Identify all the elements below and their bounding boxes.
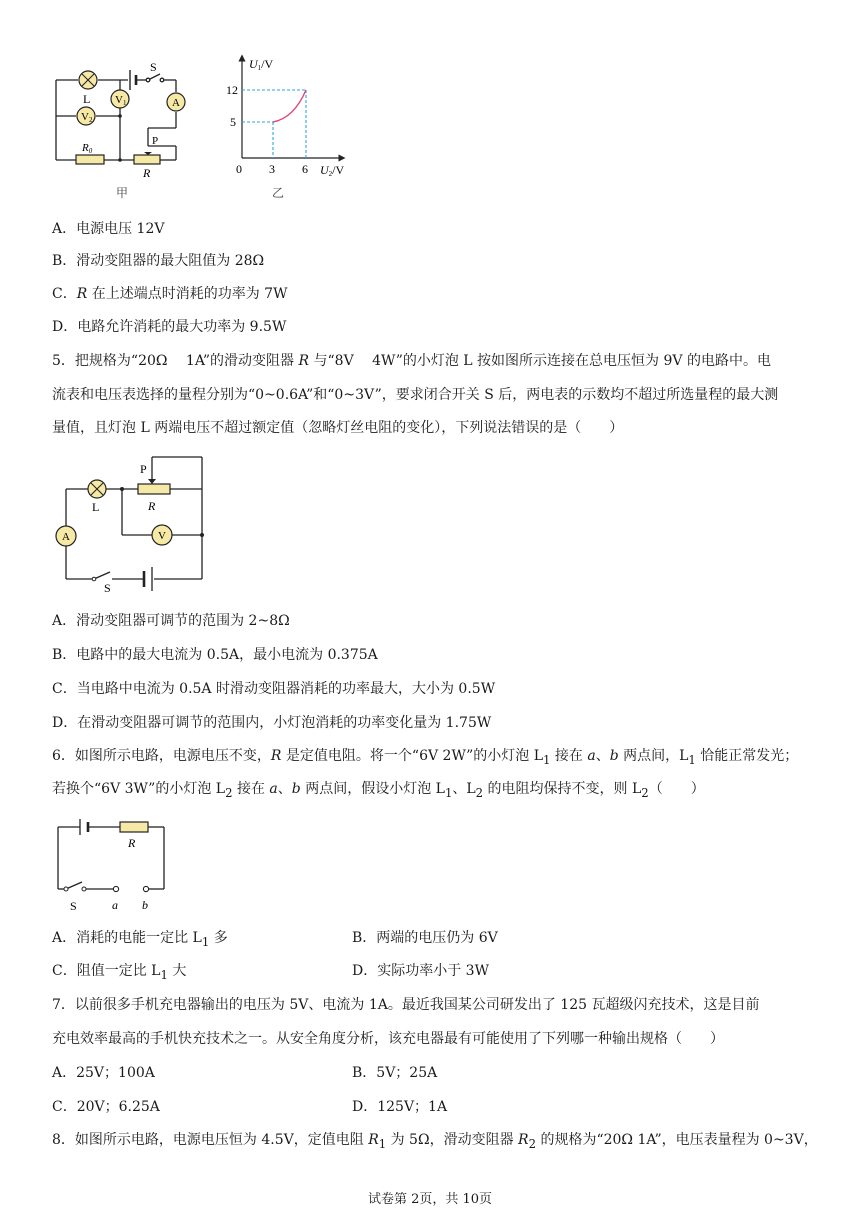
caption-jia: 甲	[116, 186, 129, 200]
curve	[273, 90, 306, 122]
q8-stem-line1: 8．如图所示电路，电源电压恒为 4.5V，定值电阻 $R_1$ 为 5Ω，滑动变阻器 $R_2$ 的规格为“20Ω 1A”，电压表量程为 0~3V，	[52, 1132, 818, 1151]
label-s: S	[150, 60, 157, 74]
x-tick-0: 0	[236, 162, 242, 176]
rheostat-r-icon	[134, 155, 160, 164]
q6-stem-line1: 6．如图所示电路，电源电压不变，R 是定值电阻。将一个“6V 2W”的小灯泡 $L_1$ 接在 a、b 两点间，$L_1$ 恰能正常发光；	[52, 748, 799, 767]
q5-stem-line3: 量值，且灯泡 L 两端电压不超过额定值（忽略灯丝电阻的变化），下列说法错误的是（ ）	[52, 420, 624, 436]
resistor-r0-icon	[76, 155, 104, 164]
q4-option-a: A．电源电压 12V	[52, 221, 165, 237]
label-l: L	[83, 92, 91, 106]
q6-option-a: A．消耗的电能一定比 $L_1$ 多	[52, 930, 228, 949]
y-tick-12: 12	[226, 83, 238, 97]
q5-option-c: C．当电路中电流为 0.5A 时滑动变阻器消耗的功率最大，大小为 0.5W	[52, 681, 496, 697]
terminal-a-icon	[113, 886, 118, 891]
label-a: A	[62, 531, 70, 543]
label-v1: V1	[115, 94, 127, 107]
label-r: R	[128, 836, 136, 850]
q4-option-b: B．滑动变阻器的最大阻值为 28Ω	[52, 253, 265, 269]
label-s: S	[104, 581, 111, 595]
q7-stem-line2: 充电效率最高的手机快充技术之一。从安全角度分析，该充电器最有可能使用了下列哪一种输出规格（ ）	[52, 1031, 724, 1047]
circuit-diagram-q5	[52, 455, 212, 595]
label-r: R	[148, 499, 156, 513]
q5-option-a: A．滑动变阻器可调节的范围为 2~8Ω	[52, 613, 290, 629]
circuit-diagram-jia	[52, 58, 202, 203]
q5-option-b: B．电路中的最大电流为 0.5A，最小电流为 0.375A	[52, 647, 378, 663]
label-a: a	[112, 898, 118, 912]
page-footer: 试卷第 2页，共 10页	[367, 1192, 493, 1207]
y-tick-5: 5	[230, 115, 236, 129]
q5-stem-line1: 5．把规格为“20Ω 1A”的滑动变阻器 R 与“8V 4W”的小灯泡 L 按如图所示连接在总电压恒为 9V 的电路中。电	[52, 353, 771, 369]
label-v2: V2	[81, 111, 93, 124]
label-r: R	[143, 166, 151, 180]
rheostat-r-icon	[138, 484, 170, 494]
q6-option-b: B．两端的电压仍为 6V	[352, 930, 498, 946]
label-p: P	[152, 135, 159, 147]
label-s: S	[70, 899, 77, 913]
q4-option-d: D．电路允许消耗的最大功率为 9.5W	[52, 319, 287, 335]
x-axis-label: U2/V	[320, 163, 345, 178]
q6-option-c: C．阻值一定比 $L_1$ 大	[52, 963, 187, 982]
y-axis-label: U1/V	[249, 57, 274, 72]
q7-option-c: C．20V；6.25A	[52, 1099, 160, 1115]
q5-option-d: D．在滑动变阻器可调节的范围内，小灯泡消耗的功率变化量为 1.75W	[52, 715, 492, 731]
circuit-diagram-q6	[52, 815, 182, 915]
q4-option-c: C．R 在上述端点时消耗的功率为 7W	[52, 286, 288, 302]
graph-yi	[224, 52, 364, 202]
x-tick-6: 6	[302, 162, 308, 176]
q7-option-b: B．5V；25A	[352, 1065, 438, 1081]
q7-option-a: A．25V；100A	[52, 1065, 155, 1081]
label-l: L	[92, 500, 100, 514]
q6-option-d: D．实际功率小于 3W	[352, 963, 489, 979]
label-b: b	[142, 898, 148, 912]
q5-stem-line2: 流表和电压表选择的量程分别为“0~0.6A”和“0~3V”，要求闭合开关 S 后，两电表的示数均不超过所选量程的最大测	[52, 387, 779, 403]
caption-yi: 乙	[272, 186, 285, 200]
q6-stem-line2: 若换个“6V 3W”的小灯泡 $L_2$ 接在 a、b 两点间，假设小灯泡 $L_1$、$L_2$ 的电阻均保持不变，则 $L_2$（ ）	[52, 781, 705, 800]
label-v: V	[158, 530, 166, 542]
q7-stem-line1: 7．以前很多手机充电器输出的电压为 5V、电流为 1A。最近我国某公司研发出了 125 瓦超级闪充技术，这是目前	[52, 997, 760, 1013]
label-a: A	[172, 97, 180, 109]
q7-option-d: D．125V；1A	[352, 1099, 448, 1115]
label-r0: R0	[82, 142, 93, 155]
x-tick-3: 3	[269, 162, 275, 176]
resistor-r-icon	[120, 822, 148, 832]
label-p: P	[140, 462, 147, 476]
